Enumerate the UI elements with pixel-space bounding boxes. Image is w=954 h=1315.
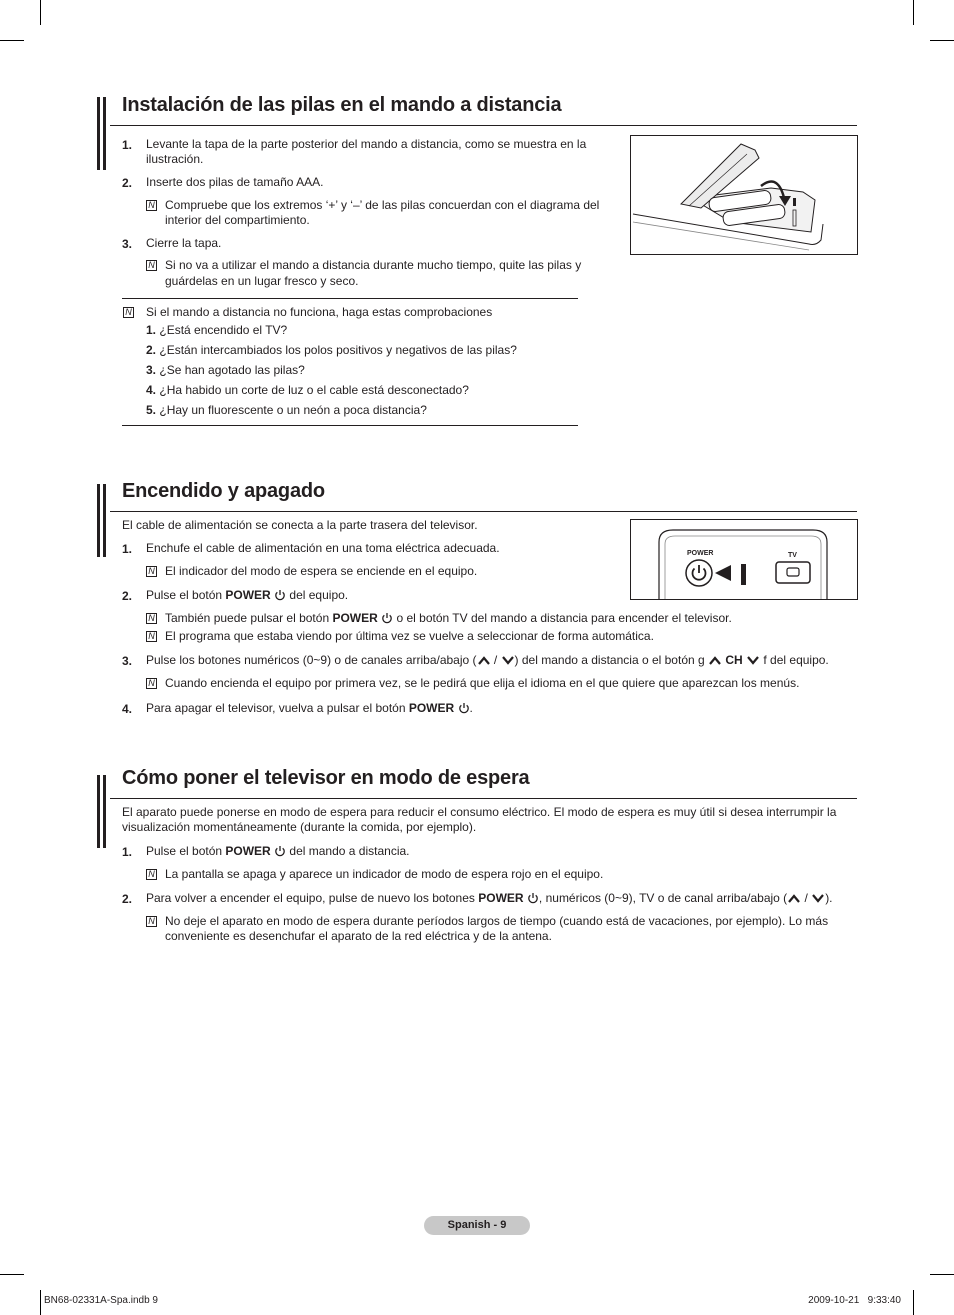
step-text: Pulse el botón POWER del equipo.: [146, 588, 349, 602]
chevron-down-icon: [501, 655, 515, 666]
power-icon: [274, 845, 286, 857]
crop-mark: [0, 40, 24, 41]
step-number: 2.: [122, 892, 133, 906]
section-marker: [103, 97, 106, 170]
title-rule: [110, 798, 857, 799]
note-text: conveniente es desenchufar el aparato de la red eléctrica y de la antena.: [165, 929, 552, 943]
section-title-battery: Instalación de las pilas en el mando a distancia: [122, 94, 562, 116]
note-icon: N: [146, 200, 157, 211]
note-text: También puede pulsar el botón POWER o el botón TV del mando a distancia para encender el televisor.: [165, 611, 732, 625]
box-intro: Si el mando a distancia no funciona, haga estas comprobaciones: [146, 305, 493, 319]
step-number: 4.: [122, 702, 133, 716]
section-marker: [97, 97, 100, 170]
note-icon: N: [146, 631, 157, 642]
intro-text: El aparato puede ponerse en modo de espera para reducir el consumo eléctrico. El modo de espera es muy útil si desea interrumpir la: [122, 805, 837, 819]
note-icon: N: [146, 260, 157, 271]
step-text: Enchufe el cable de alimentación en una toma eléctrica adecuada.: [146, 541, 500, 555]
list-item: 5. ¿Hay un fluorescente o un neón a poca distancia?: [146, 403, 427, 417]
note-icon: N: [146, 678, 157, 689]
step-text: ilustración.: [146, 152, 204, 166]
note-text: Cuando encienda el equipo por primera vez, se le pedirá que elija el idioma en el que quiere que aparezcan los menús.: [165, 676, 800, 690]
crop-mark: [930, 1274, 954, 1275]
chevron-up-icon: [787, 893, 801, 904]
note-icon: N: [146, 566, 157, 577]
step-number: 1.: [122, 138, 133, 152]
note-text: El programa que estaba viendo por última vez se vuelve a seleccionar de forma automática.: [165, 629, 654, 643]
note-text: El indicador del modo de espera se enciende en el equipo.: [165, 564, 478, 578]
step-text: Levante la tapa de la parte posterior del mando a distancia, como se muestra en la: [146, 137, 587, 151]
note-icon: N: [146, 869, 157, 880]
step-number: 1.: [122, 542, 133, 556]
list-item: 1. ¿Está encendido el TV?: [146, 323, 288, 337]
note-text: guárdelas en un lugar fresco y seco.: [165, 274, 359, 288]
note-text: interior del compartimiento.: [165, 213, 310, 227]
step-text: Pulse los botones numéricos (0~9) o de canales arriba/abajo ( / ) del mando a distancia o el botón g CH f del equipo.: [146, 653, 829, 667]
note-text: Compruebe que los extremos ‘+’ y ‘–’ de las pilas concuerdan con el diagrama del: [165, 198, 600, 212]
note-text: La pantalla se apaga y aparece un indicador de modo de espera rojo en el equipo.: [165, 867, 604, 881]
step-text: Cierre la tapa.: [146, 236, 222, 250]
section-title-standby: Cómo poner el televisor en modo de espera: [122, 767, 530, 789]
intro-text: visualización momentáneamente (durante la comida, por ejemplo).: [122, 820, 477, 834]
step-number: 1.: [122, 845, 133, 859]
section-marker: [97, 775, 100, 848]
crop-mark: [913, 0, 914, 25]
remote-top-drawing: [631, 520, 857, 599]
chevron-down-icon: [811, 893, 825, 904]
crop-mark: [930, 40, 954, 41]
power-icon: [527, 892, 539, 904]
list-item: 4. ¿Ha habido un corte de luz o el cable está desconectado?: [146, 383, 469, 397]
footer-date: 2009-10-21 9:33:40: [808, 1295, 901, 1306]
note-icon: N: [146, 613, 157, 624]
section-marker: [103, 775, 106, 848]
chevron-down-icon: [746, 655, 760, 666]
note-icon: N: [146, 916, 157, 927]
step-text: Inserte dos pilas de tamaño AAA.: [146, 175, 324, 189]
crop-mark: [40, 1290, 41, 1315]
chevron-up-icon: [708, 655, 722, 666]
box-rule-bottom: [122, 425, 578, 426]
step-text: Pulse el botón POWER del mando a distancia.: [146, 844, 410, 858]
section-marker: [103, 484, 106, 557]
crop-mark: [40, 0, 41, 25]
step-number: 2.: [122, 589, 133, 603]
step-number: 3.: [122, 237, 133, 251]
section-marker: [97, 484, 100, 557]
footer-file: BN68-02331A-Spa.indb 9: [44, 1295, 158, 1306]
step-number: 2.: [122, 176, 133, 190]
note-icon: N: [123, 307, 134, 318]
intro-text: El cable de alimentación se conecta a la parte trasera del televisor.: [122, 518, 478, 532]
page-number-badge: Spanish - 9: [424, 1216, 530, 1235]
step-text: Para volver a encender el equipo, pulse de nuevo los botones POWER , numéricos (0~9), TV o de canal arriba/abajo ( / ).: [146, 891, 833, 905]
title-rule: [110, 511, 857, 512]
box-rule-top: [122, 298, 578, 299]
crop-mark: [0, 1274, 24, 1275]
note-text: No deje el aparato en modo de espera durante períodos largos de tiempo (cuando está de vacaciones, por ejemplo). Lo más: [165, 914, 829, 928]
list-item: 2. ¿Están intercambiados los polos positivos y negativos de las pilas?: [146, 343, 517, 357]
chevron-up-icon: [477, 655, 491, 666]
remote-power-label: POWER: [687, 550, 714, 557]
power-icon: [381, 612, 393, 624]
remote-battery-illustration: [630, 135, 858, 255]
crop-mark: [913, 1290, 914, 1315]
step-text: Para apagar el televisor, vuelva a pulsar el botón POWER .: [146, 701, 473, 715]
note-text: Si no va a utilizar el mando a distancia durante mucho tiempo, quite las pilas y: [165, 258, 582, 272]
power-icon: [458, 702, 470, 714]
list-item: 3. ¿Se han agotado las pilas?: [146, 363, 305, 377]
remote-power-illustration: [630, 519, 858, 600]
remote-tv-label: TV: [788, 552, 797, 559]
step-number: 3.: [122, 654, 133, 668]
section-title-power: Encendido y apagado: [122, 480, 325, 502]
remote-battery-drawing: [631, 136, 857, 254]
title-rule: [110, 125, 857, 126]
power-icon: [274, 589, 286, 601]
